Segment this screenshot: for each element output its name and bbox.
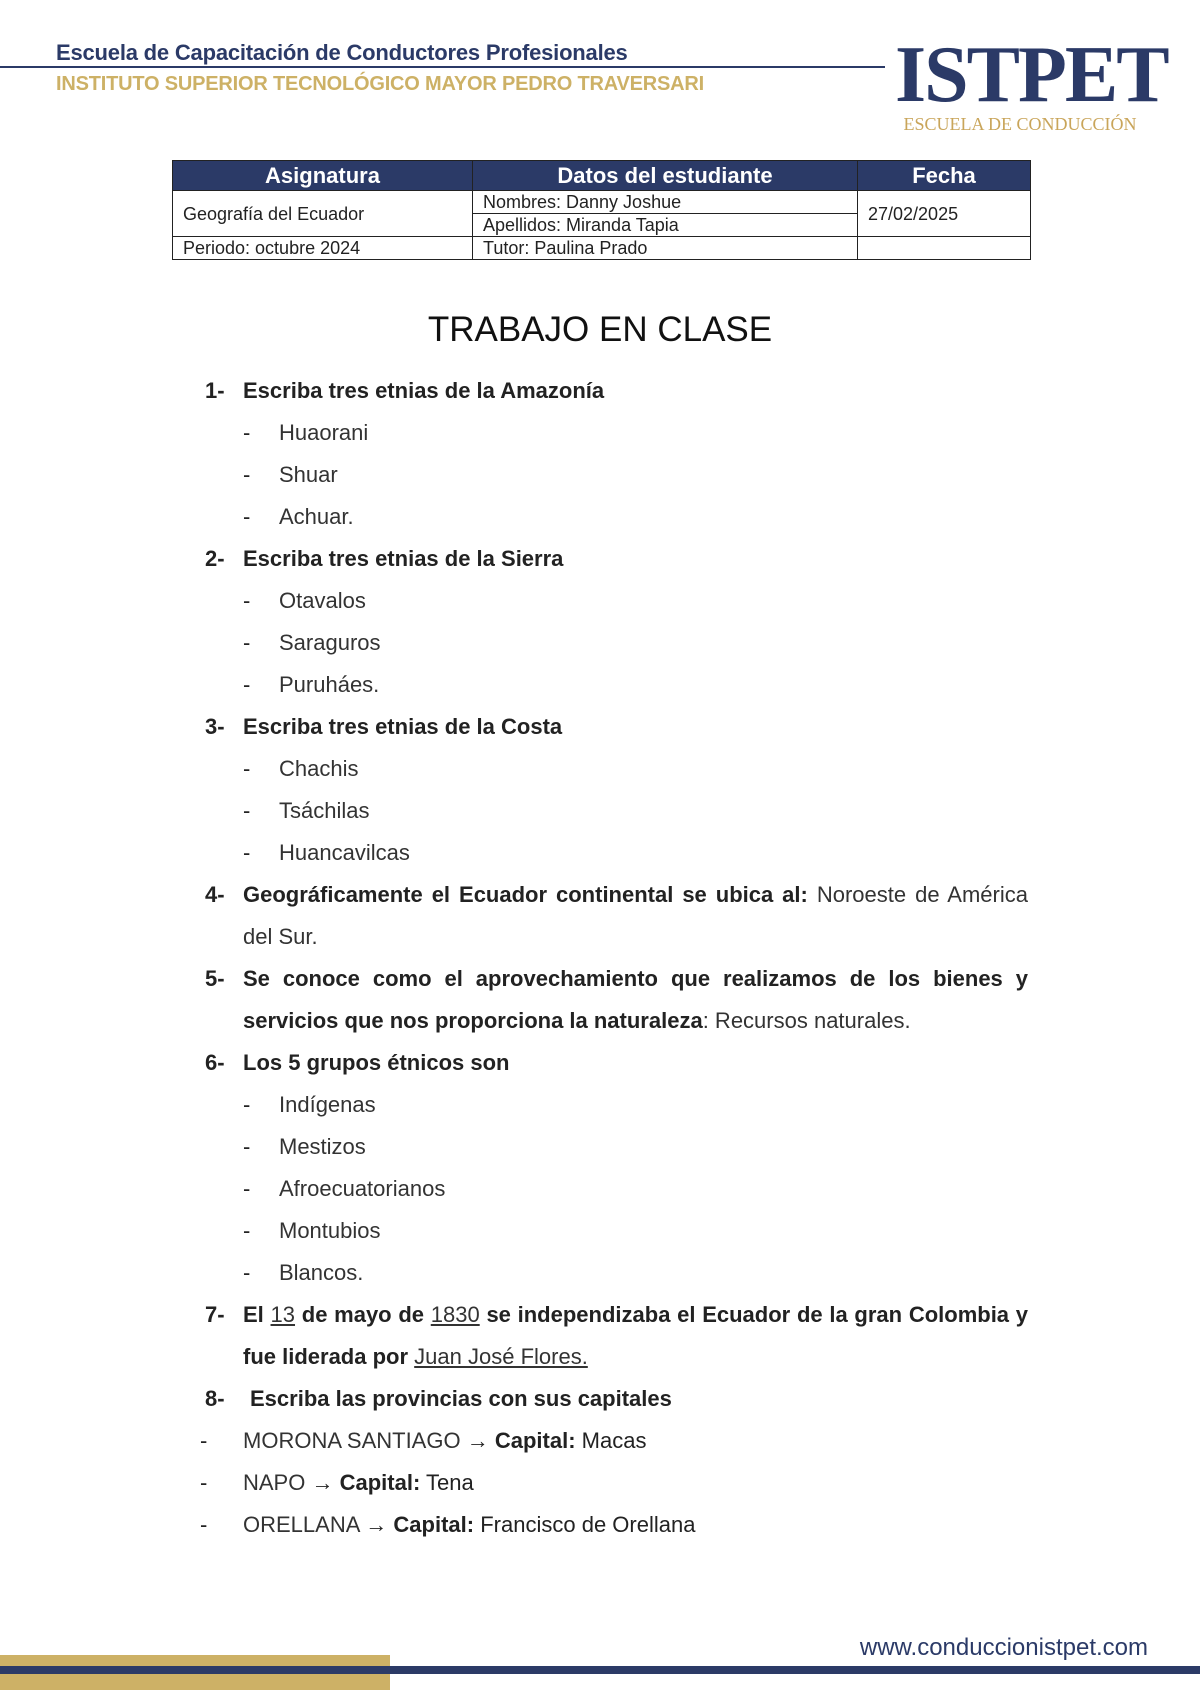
question-number: 8- xyxy=(205,1386,225,1411)
logo-wordmark: ISTPET xyxy=(895,31,1168,119)
dash: - xyxy=(243,798,251,823)
province-item xyxy=(200,1462,1028,1504)
header-rule xyxy=(0,66,885,68)
school-name: Escuela de Capacitación de Conductores Profesionales xyxy=(56,40,628,65)
answer-leader: Juan José Flores. xyxy=(414,1344,588,1369)
dash: - xyxy=(243,1218,251,1243)
answer-text: : Recursos naturales. xyxy=(702,1008,911,1033)
footer-navy-bar xyxy=(0,1666,1200,1674)
province-line xyxy=(243,1504,695,1546)
province-line xyxy=(243,1420,646,1462)
question-8 xyxy=(205,1378,1028,1420)
answer-item: Chachis xyxy=(279,756,359,781)
question-5 xyxy=(205,958,1028,1042)
list-item xyxy=(205,1210,1028,1252)
dash: - xyxy=(243,756,251,781)
question-4 xyxy=(205,874,1028,958)
question-body xyxy=(243,958,1028,1042)
answer-item: Afroecuatorianos xyxy=(279,1176,446,1201)
empty-cell xyxy=(858,237,1031,260)
dash: - xyxy=(243,840,251,865)
question-7 xyxy=(205,1294,1028,1378)
dash: - xyxy=(243,1176,251,1201)
dash: - xyxy=(243,1260,251,1285)
answer-item: Mestizos xyxy=(279,1134,366,1159)
question-text: Escriba tres etnias de la Amazonía xyxy=(243,378,605,403)
arrow-icon: → xyxy=(365,1512,388,1537)
province-item xyxy=(200,1504,1028,1546)
answer-item: Saraguros xyxy=(279,630,381,655)
list-item xyxy=(205,664,1028,706)
capital-label: Capital: xyxy=(393,1512,475,1537)
province-name: NAPO xyxy=(243,1470,306,1495)
province-item xyxy=(200,1420,1028,1462)
dash: - xyxy=(243,1134,251,1159)
answer-item: Huancavilcas xyxy=(279,840,410,865)
period-cell: Periodo: octubre 2024 xyxy=(173,237,473,260)
question-text: se independizaba el Ecuador de la gran Colombia y fue liderada por xyxy=(243,1302,1028,1369)
question-body xyxy=(243,874,1028,958)
dash: - xyxy=(243,630,251,655)
answer-item: Blancos. xyxy=(279,1260,364,1285)
logo-subtitle: ESCUELA DE CONDUCCIÓN xyxy=(903,114,1137,134)
list-item xyxy=(205,790,1028,832)
question-text: Geográficamente el Ecuador continental se ubica al: xyxy=(243,882,808,907)
capital-label: Capital: xyxy=(339,1470,421,1495)
list-item xyxy=(205,832,1028,874)
question-text: El xyxy=(243,1302,264,1327)
header-subject: Asignatura xyxy=(173,161,473,191)
list-item xyxy=(205,1084,1028,1126)
question-text: Se conoce como el aprovechamiento que realizamos de los bienes y servicios que nos proporciona la naturaleza xyxy=(243,966,1028,1033)
question-number: 6- xyxy=(205,1050,225,1075)
date-cell: 27/02/2025 xyxy=(858,191,1031,237)
question-number: 2- xyxy=(205,546,225,571)
list-item xyxy=(205,412,1028,454)
question-text: Los 5 grupos étnicos son xyxy=(243,1050,510,1075)
province-name: MORONA SANTIAGO xyxy=(243,1428,461,1453)
answer-item: Indígenas xyxy=(279,1092,376,1117)
question-6 xyxy=(205,1042,1028,1084)
capital-name: Tena xyxy=(426,1470,474,1495)
question-number: 4- xyxy=(205,882,225,907)
question-number: 1- xyxy=(205,378,225,403)
question-text: Escriba las provincias con sus capitales xyxy=(250,1386,672,1411)
arrow-icon: → xyxy=(466,1428,489,1453)
surnames-cell: Apellidos: Miranda Tapia xyxy=(473,214,858,237)
answer-item: Puruháes. xyxy=(279,672,380,697)
question-body xyxy=(243,1294,1028,1378)
student-info-table xyxy=(172,160,1031,260)
worksheet-content xyxy=(200,370,1028,1546)
question-number: 3- xyxy=(205,714,225,739)
dash: - xyxy=(243,1092,251,1117)
istpet-logo xyxy=(895,31,1168,134)
page-title: TRABAJO EN CLASE xyxy=(427,310,773,349)
question-number: 5- xyxy=(205,966,225,991)
list-item xyxy=(205,496,1028,538)
names-cell: Nombres: Danny Joshue xyxy=(473,191,858,214)
answer-item: Tsáchilas xyxy=(279,798,370,823)
capital-label: Capital: xyxy=(494,1428,576,1453)
header-student-data: Datos del estudiante xyxy=(473,161,858,191)
question-3 xyxy=(205,706,1028,748)
capital-name: Macas xyxy=(581,1428,647,1453)
province-name: ORELLANA xyxy=(243,1512,360,1537)
question-text: de mayo de xyxy=(301,1302,425,1327)
answer-item: Huaorani xyxy=(279,420,369,445)
dash: - xyxy=(243,672,251,697)
list-item xyxy=(205,580,1028,622)
answer-item: Shuar xyxy=(279,462,338,487)
institute-name: INSTITUTO SUPERIOR TECNOLÓGICO MAYOR PEDRO TRAVERSARI xyxy=(56,73,704,95)
dash: - xyxy=(243,420,251,445)
dash: - xyxy=(243,462,251,487)
list-item xyxy=(205,454,1028,496)
list-item xyxy=(205,1252,1028,1294)
question-2 xyxy=(205,538,1028,580)
list-item xyxy=(205,748,1028,790)
question-text: Escriba tres etnias de la Sierra xyxy=(243,546,564,571)
footer-url: www.conduccionistpet.com xyxy=(859,1634,1148,1661)
dash: - xyxy=(243,588,251,613)
province-line xyxy=(243,1462,474,1504)
list-item xyxy=(205,622,1028,664)
arrow-icon: → xyxy=(311,1470,334,1495)
capital-name: Francisco de Orellana xyxy=(480,1512,696,1537)
list-item xyxy=(205,1126,1028,1168)
answer-item: Otavalos xyxy=(279,588,366,613)
answer-day: 13 xyxy=(270,1302,296,1327)
question-text: Escriba tres etnias de la Costa xyxy=(243,714,563,739)
answer-item: Montubios xyxy=(279,1218,381,1243)
tutor-cell: Tutor: Paulina Prado xyxy=(473,237,858,260)
dash: - xyxy=(200,1470,208,1495)
answer-item: Achuar. xyxy=(279,504,354,529)
question-1 xyxy=(205,370,1028,412)
question-number: 7- xyxy=(205,1302,225,1327)
dash: - xyxy=(243,504,251,529)
subject-cell: Geografía del Ecuador xyxy=(173,191,473,237)
dash: - xyxy=(200,1428,208,1453)
answer-text: Noroeste de América del Sur. xyxy=(243,882,1028,949)
header-date: Fecha xyxy=(858,161,1031,191)
list-item xyxy=(205,1168,1028,1210)
answer-year: 1830 xyxy=(430,1302,480,1327)
dash: - xyxy=(200,1512,208,1537)
